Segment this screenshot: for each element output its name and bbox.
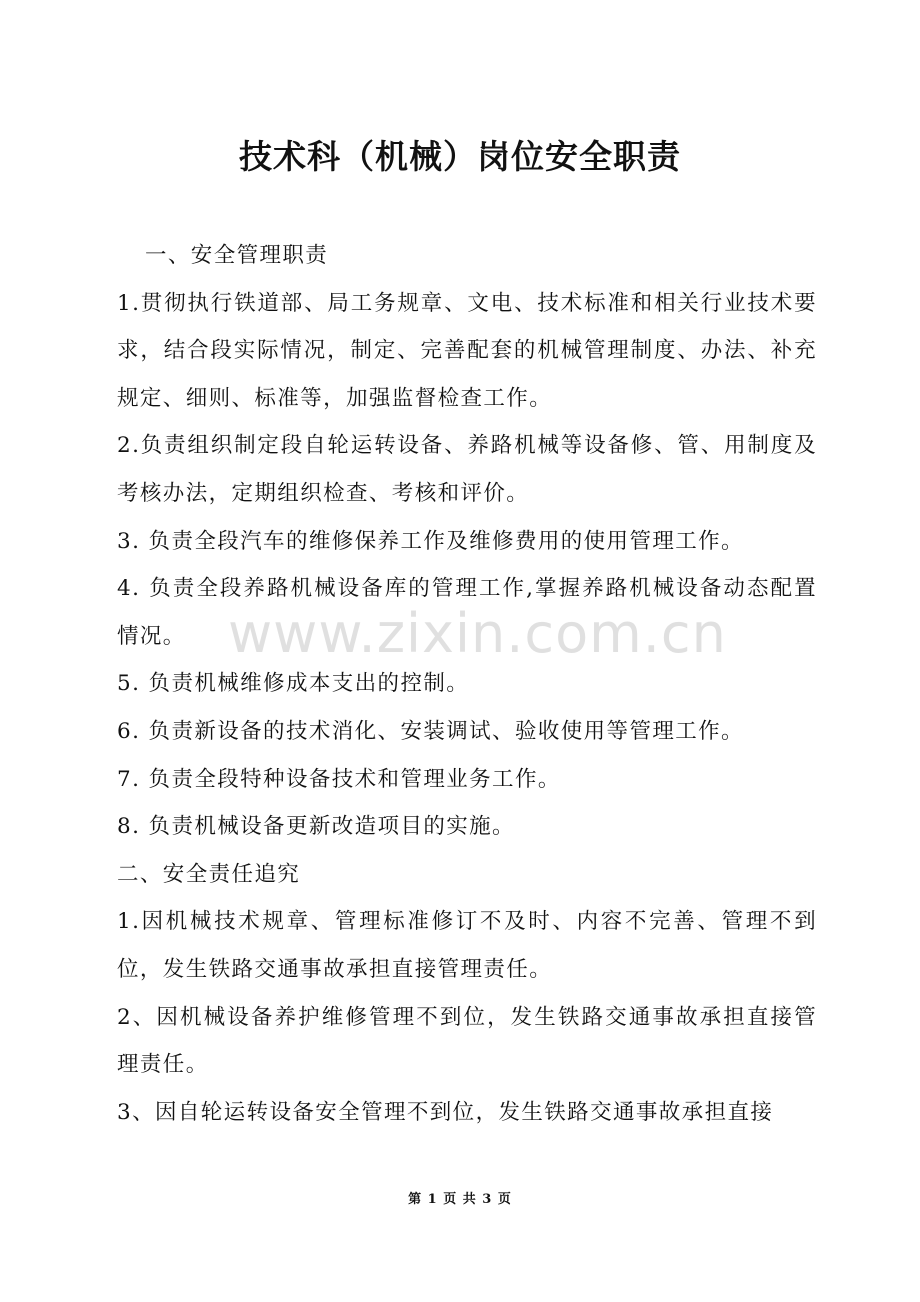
paragraph-accountability-3: 3、因自轮运转设备安全管理不到位，发生铁路交通事故承担直接 (117, 1099, 774, 1125)
document-body (117, 232, 817, 1136)
paragraph-item-7: 7. 负责全段特种设备技术和管理业务工作。 (117, 766, 561, 792)
watermark-text: www.zixin.com.cn (228, 602, 727, 665)
paragraph-item-8: 8. 负责机械设备更新改造项目的实施。 (117, 814, 515, 840)
section-heading-safety-management: 一、安全管理职责 (145, 243, 329, 268)
paragraph-accountability-2: 2、因机械设备养护维修管理不到位，发生铁路交通事故承担直接管理责任。 (117, 1004, 817, 1078)
paragraph-item-2: 2.负责组织制定段自轮运转设备、养路机械等设备修、管、用制度及考核办法，定期组织检查、考核和评价。 (117, 433, 817, 506)
section-heading-accountability: 二、安全责任追究 (117, 861, 301, 887)
paragraph-item-5: 5. 负责机械维修成本支出的控制。 (117, 671, 470, 697)
paragraph-item-4: 4. 负责全段养路机械设备库的管理工作,掌握养路机械设备动态配置情况。 (117, 576, 817, 649)
page-number-footer: 第 1 页 共 3 页 (408, 1192, 512, 1207)
paragraph-item-1: 1.贯彻执行铁道部、局工务规章、文电、技术标准和相关行业技术要求，结合段实际情况，制定、完善配套的机械管理制度、办法、补充规定、细则、标准等，加强监督检查工作。 (117, 290, 817, 411)
document-title: 技术科（机械）岗位安全职责 (239, 137, 681, 176)
paragraph-accountability-1: 1.因机械技术规章、管理标准修订不及时、内容不完善、管理不到位，发生铁路交通事故承担直接管理责任。 (117, 909, 817, 982)
paragraph-item-6: 6. 负责新设备的技术消化、安装调试、验收使用等管理工作。 (117, 718, 744, 744)
paragraph-item-3: 3. 负责全段汽车的维修保养工作及维修费用的使用管理工作。 (117, 528, 744, 554)
